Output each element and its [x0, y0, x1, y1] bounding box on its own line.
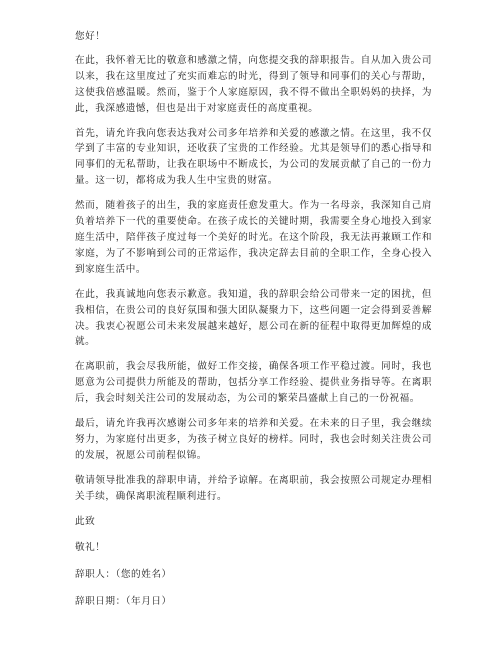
- date-line: 辞职日期：（年月日）: [75, 596, 172, 608]
- letter-paragraph-7: 敬请领导批准我的辞职申请，并给予谅解。在离职前，我会按照公司规定办理相关手续，确保离职流程顺利进行。: [75, 474, 432, 502]
- letter-paragraph-2: 首先，请允许我向您表达我对公司多年培养和关爱的感激之情。在这里，我不仅学到了丰富的专业知识，还收获了宝贵的工作经验。尤其是领导们的悉心指导和同事们的无私帮助，让我在职场中不断成长，为公司的发展贡献了自己的一份力量。这一切，都将成为我人生中宝贵的财富。: [75, 127, 432, 187]
- letter-greeting: 您好！: [75, 31, 106, 42]
- closing-line-1: 此致: [75, 515, 96, 527]
- letter-paragraph-5: 在离职前，我会尽我所能，做好工作交接，确保各项工作平稳过渡。同时，我也愿意为公司提供力所能及的帮助，包括分享工作经验、提供业务指导等。在离职后，我会时刻关注公司的发展动态，为公司的繁荣昌盛献上自己的一份祝福。: [75, 361, 432, 405]
- letter-paragraph-6: 最后，请允许我再次感谢公司多年来的培养和关爱。在未来的日子里，我会继续努力，为家庭付出更多，为孩子树立良好的榜样。同时，我也会时刻关注贵公司的发展，祝愿公司前程似锦。: [75, 418, 432, 461]
- letter-paragraph-1: 在此，我怀着无比的敬意和感激之情，向您提交我的辞职报告。自从加入贵公司以来，我在这里度过了充实而难忘的时光，得到了领导和同事们的关心与帮助，这使我倍感温暖。然而，鉴于个人家庭原因，我不得不做出全职妈妈的抉择，为此，我深感遗憾，但也是出于对家庭责任的高度重视。: [75, 54, 432, 114]
- letter-paragraph-4: 在此，我真诚地向您表示歉意。我知道，我的辞职会给公司带来一定的困扰，但我相信，在贵公司的良好氛围和强大团队凝聚力下，这些问题一定会得到妥善解决。我衷心祝愿公司未来发展越来越好，愿公司在新的征程中取得更加辉煌的成就。: [75, 288, 432, 348]
- signature-line: 辞职人：（您的姓名）: [75, 569, 172, 581]
- resignation-letter: [75, 29, 432, 610]
- letter-paragraph-3: 然而，随着孩子的出生，我的家庭责任愈发重大。作为一名母亲，我深知自己肩负着培养下一代的重要使命。在孩子成长的关键时期，我需要全身心地投入到家庭生活中，陪伴孩子度过每一个美好的时光。在这个阶段，我无法再兼顾工作和家庭，为了不影响到公司的正常运作，我决定辞去目前的全职工作，全身心投入到家庭生活中。: [75, 200, 432, 275]
- closing-line-2: 敬礼！: [75, 542, 106, 554]
